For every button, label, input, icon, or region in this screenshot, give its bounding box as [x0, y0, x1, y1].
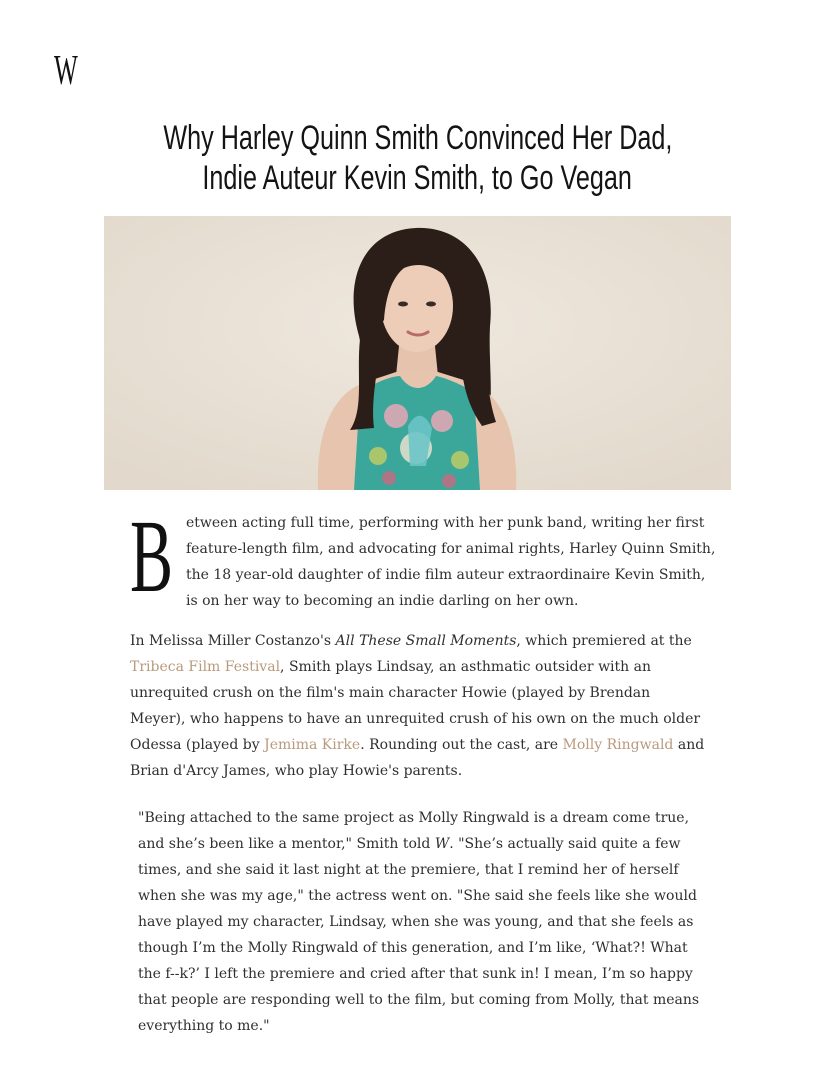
headline-line-1: Why Harley Quinn Smith Convinced Her Dad, — [162, 119, 672, 157]
hero-photo — [104, 216, 731, 490]
headline-line-2: Indie Auteur Kevin Smith, to Go Vegan — [202, 159, 633, 197]
p2-text-2: , which premiered at the — [516, 633, 692, 649]
p2-text-3: , Smith plays Lindsay, an asthmatic outsider with an unrequited crush on the film's main character Howie (played by Brendan Meyer), who happens to have an unrequited crush of his own on the much older Odessa (played by — [130, 659, 701, 753]
p2-text-4: . Rounding out the cast, are — [360, 737, 563, 753]
drop-cap: B — [130, 499, 174, 614]
quote-text-2: . "She’s actually said quite a few times, and she said it last night at the premiere, that I remind her of herself when she was my age," the actress went on. "She said she feels like she would have played my character, Lindsay, when she was young, and that she feels as though I’m the Molly Ringwald of this generation, and I’m like, ‘What?! What the f--k?’ I left the premiere and cried after that sunk in! I mean, I’m so happy that people are responding well to the film, but coming from Molly, that means everything to me." — [138, 836, 700, 1034]
jemima-kirke-link[interactable]: Jemima Kirke — [264, 737, 361, 753]
w-logo[interactable]: W — [54, 48, 77, 94]
lead-paragraph: etween acting full time, performing with her punk band, writing her first feature-length film, and advocating for animal rights, Harley Quinn Smith, the 18 year-old daughter of indie film auteur extraordinaire Kevin Smith, is on her way to becoming an indie darling on her own. — [186, 515, 716, 609]
publication-name: W — [434, 836, 450, 852]
article-headline — [60, 118, 775, 198]
portrait-illustration — [104, 216, 731, 490]
quote-text-1: "Being attached to the same project as Molly Ringwald is a dream come true, and she’s been like a mentor," Smith told — [138, 810, 690, 852]
p2-text-5: and Brian d'Arcy James, who play Howie's parents. — [130, 737, 705, 779]
tribeca-link[interactable]: Tribeca Film Festival — [130, 659, 281, 675]
body-paragraph-2 — [130, 628, 710, 784]
quote-paragraph — [138, 805, 710, 1039]
molly-ringwald-link[interactable]: Molly Ringwald — [562, 737, 674, 753]
p2-text-1: In Melissa Miller Costanzo's — [130, 633, 336, 649]
film-title: All These Small Moments — [335, 633, 517, 649]
